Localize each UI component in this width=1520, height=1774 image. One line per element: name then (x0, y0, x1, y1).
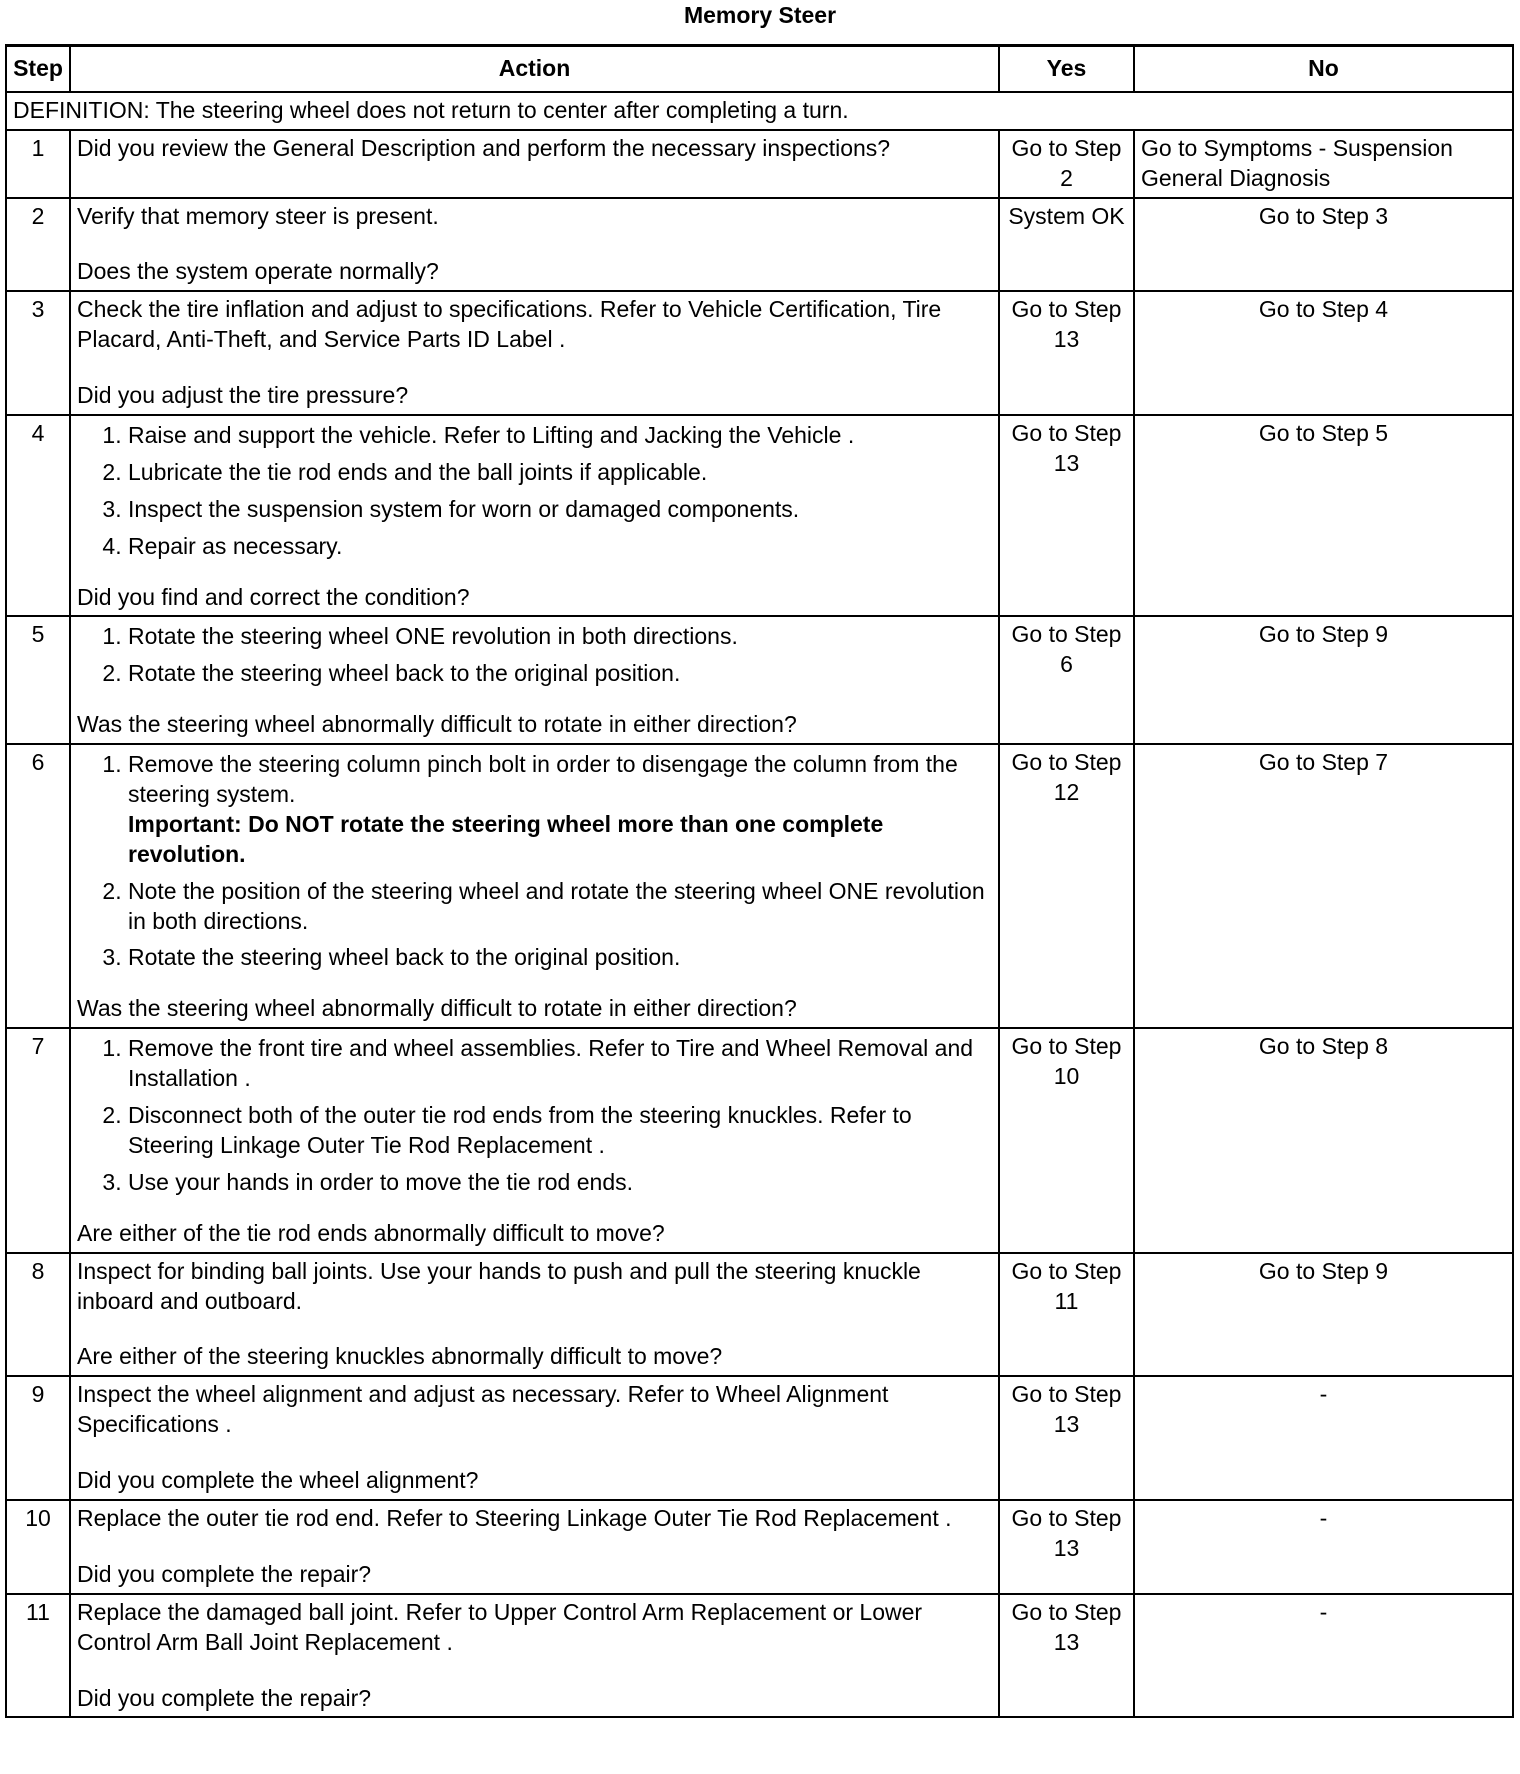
step-number: 1 (6, 130, 70, 198)
action-step-text: Remove the steering column pinch bolt in order to disengage the column from the steering system. (128, 751, 958, 808)
action-cell (70, 198, 999, 292)
table-row (6, 130, 1513, 198)
action-steps-list (77, 1034, 992, 1197)
no-result: Go to Symptoms - Suspension General Diagnosis (1134, 130, 1513, 198)
no-result: - (1134, 1376, 1513, 1500)
action-question: Did you review the General Description and perform the necessary inspections? (77, 134, 891, 161)
table-row (6, 291, 1513, 415)
header-action: Action (70, 46, 999, 92)
action-step-text: Note the position of the steering wheel and rotate the steering wheel ONE revolution in both directions. (128, 877, 985, 934)
action-step-text: Inspect the suspension system for worn or damaged components. (128, 495, 800, 522)
yes-result: Go to Step 10 (999, 1028, 1134, 1252)
action-question: Are either of the steering knuckles abnormally difficult to move? (77, 1343, 723, 1370)
action-step-text: Rotate the steering wheel back to the original position. (128, 660, 681, 687)
diagnostic-table (5, 44, 1514, 1718)
action-intro: Replace the outer tie rod end. Refer to Steering Linkage Outer Tie Rod Replacement . (77, 1504, 952, 1531)
step-number: 2 (6, 198, 70, 292)
action-question: Was the steering wheel abnormally difficult to rotate in either direction? (77, 995, 797, 1022)
step-number: 7 (6, 1028, 70, 1252)
table-row (6, 1028, 1513, 1252)
action-question: Does the system operate normally? (77, 258, 439, 285)
definition-text: DEFINITION: The steering wheel does not return to center after completing a turn. (6, 92, 1513, 130)
action-step-item (128, 1034, 992, 1094)
action-cell (70, 130, 999, 198)
action-intro: Replace the damaged ball joint. Refer to Upper Control Arm Replacement or Lower Control Arm Ball Joint Replacement . (77, 1598, 923, 1655)
table-row (6, 415, 1513, 616)
table-row (6, 1594, 1513, 1718)
table-row (6, 616, 1513, 744)
table-row (6, 1253, 1513, 1377)
action-intro: Verify that memory steer is present. (77, 202, 439, 229)
no-result: Go to Step 7 (1134, 744, 1513, 1028)
yes-result: Go to Step 2 (999, 130, 1134, 198)
table-header-row (6, 46, 1513, 92)
action-step-item (128, 622, 992, 652)
step-number: 4 (6, 415, 70, 616)
action-step-item (128, 458, 992, 488)
yes-result: Go to Step 13 (999, 1376, 1134, 1500)
table-body (6, 92, 1513, 1718)
action-step-item (128, 1168, 992, 1198)
action-step-item (128, 1101, 992, 1161)
action-cell (70, 744, 999, 1028)
action-step-item (128, 421, 992, 451)
no-result: Go to Step 4 (1134, 291, 1513, 415)
action-question: Did you complete the repair? (77, 1684, 372, 1711)
step-number: 6 (6, 744, 70, 1028)
yes-result: Go to Step 12 (999, 744, 1134, 1028)
action-step-text: Repair as necessary. (128, 532, 343, 559)
no-result: Go to Step 3 (1134, 198, 1513, 292)
yes-result: Go to Step 13 (999, 1594, 1134, 1718)
step-number: 5 (6, 616, 70, 744)
step-number: 8 (6, 1253, 70, 1377)
action-question: Are either of the tie rod ends abnormally difficult to move? (77, 1219, 665, 1246)
action-steps-list (77, 750, 992, 973)
step-number: 3 (6, 291, 70, 415)
action-step-text: Rotate the steering wheel ONE revolution in both directions. (128, 623, 738, 650)
no-result: - (1134, 1500, 1513, 1594)
no-result: Go to Step 9 (1134, 1253, 1513, 1377)
action-step-text: Disconnect both of the outer tie rod ends from the steering knuckles. Refer to Steering Linkage Outer Tie Rod Replacement . (128, 1102, 912, 1158)
action-cell (70, 415, 999, 616)
action-question: Did you adjust the tire pressure? (77, 382, 409, 409)
header-yes: Yes (999, 46, 1134, 92)
action-question: Did you complete the repair? (77, 1560, 372, 1587)
action-step-text: Rotate the steering wheel back to the original position. (128, 944, 681, 971)
action-intro: Inspect for binding ball joints. Use your hands to push and pull the steering knuckle inboard and outboard. (77, 1257, 921, 1314)
action-intro: Check the tire inflation and adjust to specifications. Refer to Vehicle Certification, Tire Placard, Anti-Theft, and Service Parts ID Label . (77, 296, 942, 353)
yes-result: Go to Step 13 (999, 415, 1134, 616)
action-cell (70, 1594, 999, 1718)
action-steps-list (77, 622, 992, 689)
action-steps-list (77, 421, 992, 562)
yes-result: Go to Step 6 (999, 616, 1134, 744)
important-note: Important: Do NOT rotate the steering wheel more than one complete revolution. (128, 810, 884, 867)
action-cell (70, 1028, 999, 1252)
action-step-item (128, 532, 992, 562)
action-step-item (128, 659, 992, 689)
header-step: Step (6, 46, 70, 92)
yes-result: Go to Step 13 (999, 1500, 1134, 1594)
action-step-text: Use your hands in order to move the tie rod ends. (128, 1168, 634, 1195)
action-intro: Inspect the wheel alignment and adjust as necessary. Refer to Wheel Alignment Specifications . (77, 1381, 889, 1438)
action-step-item (128, 495, 992, 525)
step-number: 11 (6, 1594, 70, 1718)
action-cell (70, 1376, 999, 1500)
action-question: Did you complete the wheel alignment? (77, 1467, 479, 1494)
yes-result: Go to Step 13 (999, 291, 1134, 415)
yes-result: System OK (999, 198, 1134, 292)
step-number: 10 (6, 1500, 70, 1594)
action-step-text: Lubricate the tie rod ends and the ball joints if applicable. (128, 458, 708, 485)
page-title: Memory Steer (683, 2, 837, 28)
action-cell (70, 1253, 999, 1377)
no-result: - (1134, 1594, 1513, 1718)
action-cell (70, 1500, 999, 1594)
action-step-text: Remove the front tire and wheel assemblies. Refer to Tire and Wheel Removal and Installation . (128, 1035, 974, 1092)
table-row (6, 1500, 1513, 1594)
no-result: Go to Step 8 (1134, 1028, 1513, 1252)
action-step-item (128, 943, 992, 973)
no-result: Go to Step 9 (1134, 616, 1513, 744)
yes-result: Go to Step 11 (999, 1253, 1134, 1377)
action-step-item (128, 877, 992, 937)
action-step-text: Raise and support the vehicle. Refer to Lifting and Jacking the Vehicle . (128, 422, 855, 449)
step-number: 9 (6, 1376, 70, 1500)
action-step-item (128, 750, 992, 870)
table-row (6, 198, 1513, 292)
action-cell (70, 291, 999, 415)
action-cell (70, 616, 999, 744)
header-no: No (1134, 46, 1513, 92)
definition-row (6, 92, 1513, 130)
action-question: Was the steering wheel abnormally difficult to rotate in either direction? (77, 711, 797, 738)
action-question: Did you find and correct the condition? (77, 583, 470, 610)
table-row (6, 744, 1513, 1028)
table-row (6, 1376, 1513, 1500)
no-result: Go to Step 5 (1134, 415, 1513, 616)
